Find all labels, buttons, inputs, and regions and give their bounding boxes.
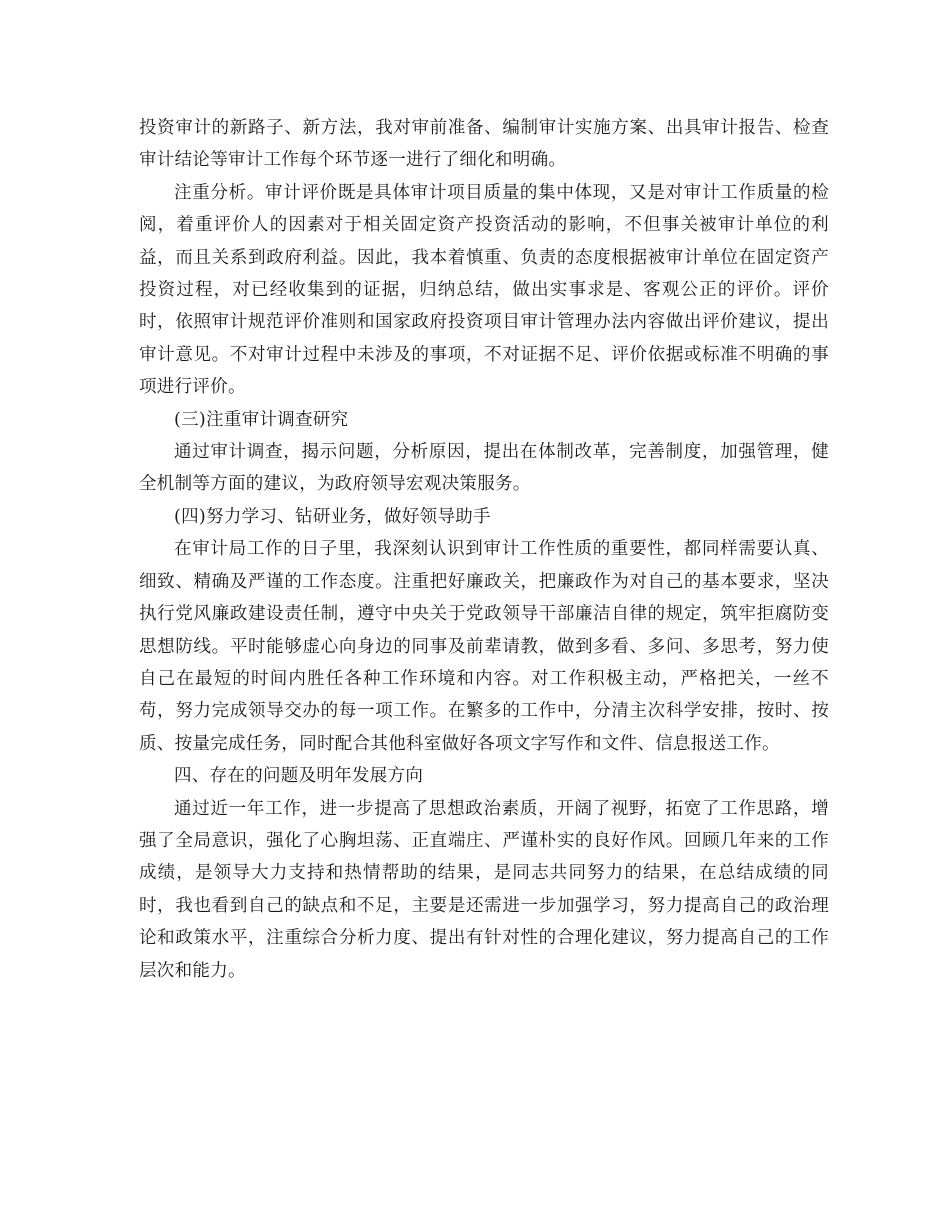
section-heading-audit-research: (三)注重审计调查研究 <box>174 409 349 430</box>
paragraph-audit-research: 通过审计调查，揭示问题，分析原因，提出在体制改革，完善制度，加强管理，健全机制等方面的建议，为政府领导宏观决策服务。 <box>139 442 829 495</box>
document-body <box>139 112 829 987</box>
paragraph-analysis: 注重分析。审计评价既是具体审计项目质量的集中体现，又是对审计工作质量的检阅，着重评价人的因素对于相关固定资产投资活动的影响，不但事关被审计单位的利益，而且关系到政府利益。因此，我本着慎重、负责的态度根据被审计单位在固定资产投资过程，对已经收集到的证据，归纳总结，做出实事求是、客观公正的评价。评价时，依照审计规范评价准则和国家政府投资项目审计管理办法内容做出评价建议，提出审计意见。不对审计过程中未涉及的事项，不对证据不足、评价依据或标准不明确的事项进行评价。 <box>139 182 829 398</box>
paragraph-problems: 通过近一年工作，进一步提高了思想政治素质，开阔了视野，拓宽了工作思路，增强了全局意识，强化了心胸坦荡、正直端庄、严谨朴实的良好作风。回顾几年来的工作成绩，是领导大力支持和热情帮助的结果，是同志共同努力的结果，在总结成绩的同时，我也看到自己的缺点和不足，主要是还需进一步加强学习，努力提高自己的政治理论和政策水平，注重综合分析力度、提出有针对性的合理化建议，努力提高自己的工作层次和能力。 <box>139 798 829 981</box>
paragraph-continuation: 投资审计的新路子、新方法，我对审前准备、编制审计实施方案、出具审计报告、检查审计结论等审计工作每个环节逐一进行了细化和明确。 <box>139 118 829 171</box>
paragraph-study: 在审计局工作的日子里，我深刻认识到审计工作性质的重要性，都同样需要认真、细致、精确及严谨的工作态度。注重把好廉政关，把廉政作为对自己的基本要求，坚决执行党风廉政建设责任制，遵守中央关于党政领导干部廉洁自律的规定，筑牢拒腐防变思想防线。平时能够虚心向身边的同事及前辈请教，做到多看、多问、多思考，努力使自己在最短的时间内胜任各种工作环境和内容。对工作积极主动，严格把关，一丝不苟，努力完成领导交办的每一项工作。在繁多的工作中，分清主次科学安排，按时、按质、按量完成任务，同时配合其他科室做好各项文字写作和文件、信息报送工作。 <box>139 539 829 754</box>
section-heading-problems: 四、存在的问题及明年发展方向 <box>174 766 424 787</box>
section-heading-study: (四)努力学习、钻研业务，做好领导助手 <box>174 506 491 527</box>
